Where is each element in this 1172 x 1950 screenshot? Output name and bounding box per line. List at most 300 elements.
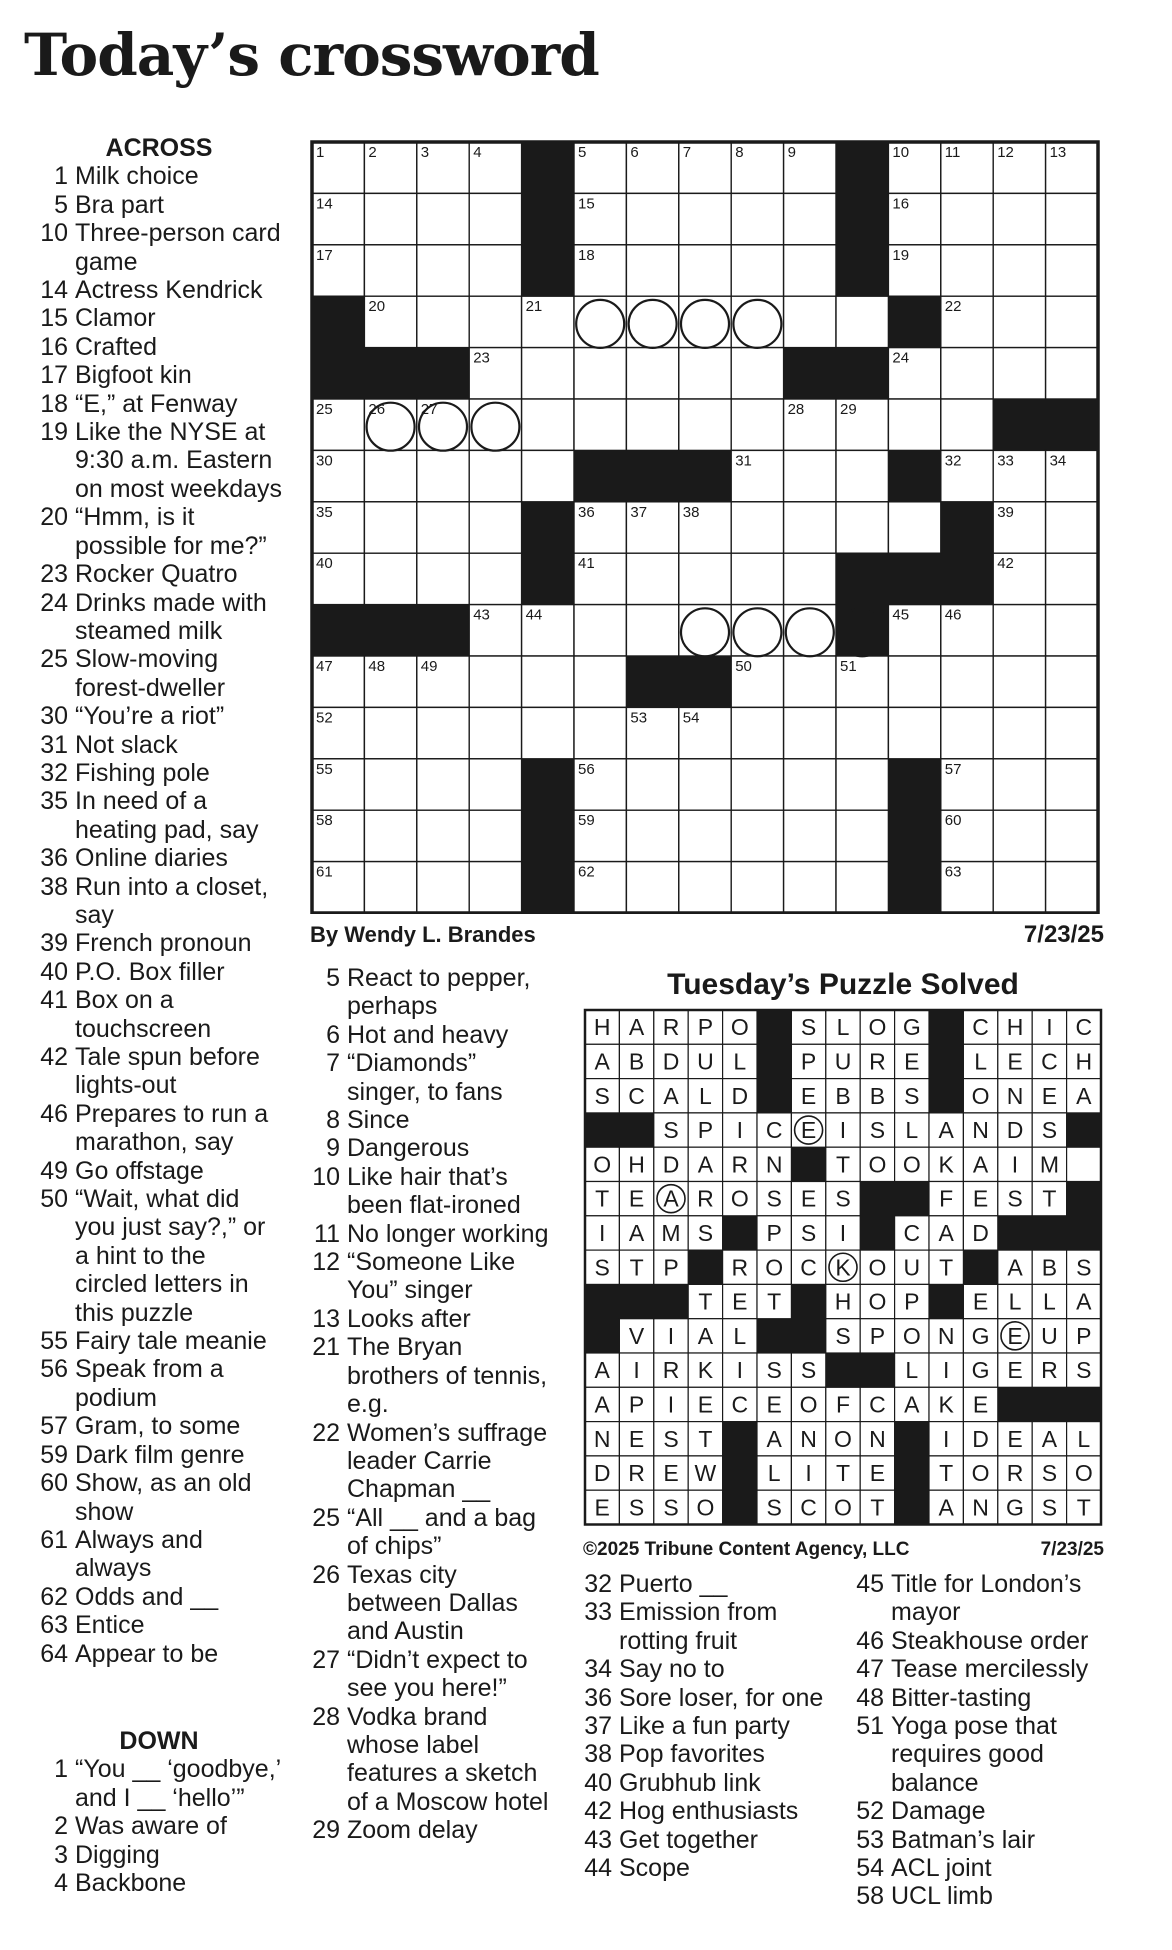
down-clues-column-2 xyxy=(306,964,556,1845)
solved-letter: A xyxy=(594,1048,610,1075)
clue-number: 5 xyxy=(326,964,340,992)
clue-down4-45 xyxy=(850,1570,1120,1627)
solved-letter: U xyxy=(697,1048,714,1075)
grid-cell xyxy=(522,348,574,399)
solved-letter: D xyxy=(1006,1117,1024,1144)
grid-cell xyxy=(993,759,1045,810)
clue-number: 55 xyxy=(40,1327,68,1356)
clue-across-5 xyxy=(34,191,284,219)
grid-cell xyxy=(469,656,521,707)
clue-number: 10 xyxy=(40,219,68,248)
solved-letter: C xyxy=(1075,1014,1093,1041)
black-square xyxy=(364,348,417,400)
solved-letter: I xyxy=(667,1322,675,1349)
cell-number: 36 xyxy=(578,503,595,521)
black-square xyxy=(312,605,365,657)
grid-cell xyxy=(679,553,731,604)
clue-across-24 xyxy=(34,589,284,646)
black-square xyxy=(784,348,837,400)
clue-number: 62 xyxy=(40,1582,68,1611)
grid-cell xyxy=(1046,245,1098,296)
solved-letter: H xyxy=(628,1151,645,1178)
grid-cell xyxy=(888,707,940,758)
clue-text: Backbone xyxy=(75,1869,187,1898)
solved-heading: Tuesday’s Puzzle Solved xyxy=(667,968,1019,1001)
black-square xyxy=(522,862,575,914)
clue-number: 2 xyxy=(54,1812,68,1841)
solved-letter: O xyxy=(834,1494,852,1521)
solved-letter: T xyxy=(835,1151,851,1178)
black-square xyxy=(723,1456,758,1491)
grid-cell xyxy=(364,759,416,810)
black-square xyxy=(585,1113,620,1148)
solved-letter: E xyxy=(594,1494,610,1521)
solved-letter: O xyxy=(868,1254,887,1281)
solved-letter: N xyxy=(593,1425,611,1452)
black-square xyxy=(619,1113,654,1148)
solved-letter: V xyxy=(628,1322,645,1349)
clue-down2-5 xyxy=(306,964,556,1021)
cell-number: 8 xyxy=(735,144,744,161)
solved-letter: N xyxy=(800,1425,817,1452)
solved-letter: E xyxy=(766,1391,782,1418)
clue-text: Go offstage xyxy=(75,1156,204,1185)
solved-letter: P xyxy=(697,1014,714,1041)
clue-text: Rocker Quatro xyxy=(75,560,238,589)
solved-letter: D xyxy=(593,1460,611,1487)
black-square xyxy=(993,399,1046,451)
cell-number: 6 xyxy=(630,144,639,161)
clue-number: 39 xyxy=(40,929,68,958)
cell-number: 13 xyxy=(1049,144,1067,161)
grid-cell xyxy=(469,553,521,604)
cell-number: 4 xyxy=(473,144,482,161)
black-square xyxy=(757,1079,792,1114)
grid-cell xyxy=(626,862,678,913)
clue-across-35 xyxy=(34,787,284,844)
grid-cell xyxy=(731,553,783,604)
clue-text: French pronoun xyxy=(75,929,252,958)
clue-text: Fairy tale meanie xyxy=(75,1327,267,1356)
clue-text: Scope xyxy=(619,1854,690,1883)
solved-letter: E xyxy=(628,1425,645,1452)
solved-letter: E xyxy=(1007,1322,1023,1349)
cell-number: 34 xyxy=(1049,452,1067,470)
black-square xyxy=(574,450,627,502)
grid-cell xyxy=(731,502,783,553)
black-square xyxy=(929,1044,964,1079)
clue-number: 9 xyxy=(326,1134,340,1163)
solved-letter: A xyxy=(766,1425,782,1452)
cell-number: 53 xyxy=(630,709,648,727)
solved-letter: I xyxy=(943,1357,950,1384)
clue-down2-8 xyxy=(306,1106,556,1134)
black-square xyxy=(998,1387,1033,1422)
solved-letter: G xyxy=(971,1322,990,1349)
grid-cell xyxy=(364,862,416,913)
cell-number: 42 xyxy=(997,555,1014,573)
solved-letter: S xyxy=(697,1219,714,1246)
black-square xyxy=(723,1216,758,1251)
solved-letter: C xyxy=(765,1117,783,1144)
clue-text: Like the NYSE at 9:30 a.m. Eastern on most weekdays xyxy=(75,418,283,503)
solved-letter: S xyxy=(800,1219,817,1246)
clue-number: 3 xyxy=(54,1840,68,1869)
cell-number: 33 xyxy=(997,452,1014,470)
clue-across-38 xyxy=(34,873,284,930)
grid-cell xyxy=(626,193,678,244)
solved-letter: T xyxy=(835,1460,851,1487)
cell-number: 39 xyxy=(997,503,1014,521)
solved-letter: R xyxy=(628,1460,645,1487)
solved-letter: L xyxy=(767,1460,781,1487)
cell-number: 58 xyxy=(316,812,333,830)
solved-letter: A xyxy=(697,1151,714,1178)
black-square xyxy=(941,553,994,605)
cell-number: 40 xyxy=(316,555,333,573)
solved-letter: E xyxy=(972,1391,989,1418)
grid-cell xyxy=(731,862,783,913)
clue-number: 5 xyxy=(54,190,68,219)
grid-cell xyxy=(1046,348,1098,399)
solved-letter: G xyxy=(1006,1494,1024,1521)
solved-letter: U xyxy=(834,1048,852,1075)
cell-number: 45 xyxy=(892,606,910,624)
grid-cell xyxy=(784,759,836,810)
clue-number: 38 xyxy=(40,872,68,901)
clue-across-41 xyxy=(34,986,284,1043)
black-square xyxy=(888,810,941,862)
grid-cell xyxy=(574,399,626,450)
grid-cell xyxy=(1046,502,1098,553)
solved-letter: D xyxy=(972,1219,989,1246)
clue-text: “Diamonds” singer, to fans xyxy=(347,1049,503,1106)
solved-letter: S xyxy=(766,1494,782,1521)
grid-cell xyxy=(941,245,993,296)
cell-number: 21 xyxy=(525,298,543,316)
black-square xyxy=(895,1182,930,1217)
clue-across-18 xyxy=(34,390,284,418)
cell-number: 49 xyxy=(420,658,438,675)
black-square xyxy=(757,1319,792,1354)
clue-text: Steakhouse order xyxy=(891,1626,1089,1655)
grid-cell xyxy=(836,759,888,810)
solved-letter: N xyxy=(937,1322,955,1349)
black-square xyxy=(929,1079,964,1114)
clue-down2-6 xyxy=(306,1021,556,1049)
cell-number: 16 xyxy=(892,195,910,213)
solved-letter: N xyxy=(869,1425,886,1452)
grid-cell xyxy=(941,399,993,450)
clue-number: 36 xyxy=(584,1683,612,1712)
cell-number: 46 xyxy=(944,606,962,624)
black-square xyxy=(895,1490,930,1525)
clue-text: Fishing pole xyxy=(75,758,210,787)
solved-letter: O xyxy=(868,1288,887,1315)
grid-cell xyxy=(836,862,888,913)
solved-letter: A xyxy=(697,1322,714,1349)
clue-text: Looks after xyxy=(347,1304,471,1333)
clue-across-60 xyxy=(34,1469,284,1526)
solved-letter: I xyxy=(805,1460,812,1487)
clue-text: Women’s suffrage leader Carrie Chapman __ xyxy=(347,1418,548,1504)
crossword-grid-svg xyxy=(310,140,1104,914)
grid-cell xyxy=(993,707,1045,758)
cell-number: 38 xyxy=(682,503,700,521)
black-square xyxy=(757,1044,792,1079)
clue-text: Appear to be xyxy=(75,1639,219,1668)
black-square xyxy=(1067,1182,1102,1217)
grid-cell xyxy=(626,810,678,861)
black-square xyxy=(626,450,679,502)
clue-text: Milk choice xyxy=(75,162,199,191)
clue-number: 59 xyxy=(40,1440,68,1469)
clue-number: 33 xyxy=(584,1598,612,1627)
solved-letter: R xyxy=(731,1254,749,1281)
clue-number: 18 xyxy=(40,389,68,418)
cell-number: 61 xyxy=(316,863,333,881)
clue-number: 7 xyxy=(326,1049,340,1078)
solved-letter: O xyxy=(902,1151,921,1178)
clue-across-17 xyxy=(34,361,284,389)
clue-text: “Wait, what did you just say?,” or a hint to the circled letters in this puzzle xyxy=(75,1185,266,1327)
solved-letter: S xyxy=(835,1322,851,1349)
cell-number: 11 xyxy=(944,144,961,161)
grid-cell xyxy=(836,296,888,347)
grid-cell xyxy=(626,245,678,296)
grid-cell xyxy=(993,245,1045,296)
cell-number: 32 xyxy=(944,452,962,470)
cell-number: 29 xyxy=(840,401,857,418)
black-square xyxy=(585,1284,620,1319)
solved-letter: S xyxy=(594,1254,610,1281)
solved-letter: A xyxy=(938,1494,954,1521)
clue-down3-37 xyxy=(578,1712,848,1740)
clue-across-64 xyxy=(34,1640,284,1668)
solved-letter: O xyxy=(593,1151,612,1178)
solved-letter: T xyxy=(629,1254,644,1281)
clue-down4-48 xyxy=(850,1684,1120,1712)
clue-down3-32 xyxy=(578,1570,848,1598)
grid-cell xyxy=(731,348,783,399)
clue-across-56 xyxy=(34,1355,284,1412)
black-square xyxy=(312,348,365,400)
black-square xyxy=(417,605,470,657)
clue-text: Hot and heavy xyxy=(347,1020,509,1049)
clue-number: 24 xyxy=(40,588,68,617)
cell-number: 17 xyxy=(316,246,333,264)
grid-cell xyxy=(1046,707,1098,758)
clue-across-32 xyxy=(34,759,284,787)
grid-cell xyxy=(731,759,783,810)
solved-letter: C xyxy=(972,1014,989,1041)
grid-cell xyxy=(679,862,731,913)
clue-across-1 xyxy=(34,162,284,190)
clue-number: 50 xyxy=(40,1185,68,1214)
clue-number: 38 xyxy=(584,1740,612,1769)
clue-text: Box on a touchscreen xyxy=(75,986,212,1043)
clue-number: 32 xyxy=(40,758,68,787)
black-square xyxy=(364,605,417,657)
solved-letter: E xyxy=(972,1288,989,1315)
grid-cell xyxy=(1046,656,1098,707)
clue-number: 42 xyxy=(40,1043,68,1071)
solved-letter: S xyxy=(1076,1254,1092,1281)
down-clues-column-1 xyxy=(34,1727,284,1897)
clue-number: 35 xyxy=(40,787,68,816)
clue-text: The Bryan brothers of tennis, e.g. xyxy=(347,1333,548,1419)
solved-letter: E xyxy=(1007,1425,1023,1452)
clue-down3-43 xyxy=(578,1826,848,1854)
clue-text: “Hmm, is it possible for me?” xyxy=(75,503,267,560)
solved-letter: L xyxy=(1077,1425,1091,1452)
clue-number: 43 xyxy=(584,1825,612,1854)
clue-number: 30 xyxy=(40,702,68,731)
clue-down2-10 xyxy=(306,1163,556,1220)
solved-letter: S xyxy=(1007,1185,1023,1212)
cell-number: 26 xyxy=(368,401,386,418)
clue-number: 28 xyxy=(312,1702,340,1731)
solved-letter: S xyxy=(800,1014,817,1041)
grid-cell xyxy=(993,862,1045,913)
solved-letter: A xyxy=(628,1219,645,1246)
black-square xyxy=(791,1284,826,1319)
grid-cell xyxy=(469,296,521,347)
black-square xyxy=(654,1284,689,1319)
black-square xyxy=(1067,1387,1102,1422)
clue-number: 48 xyxy=(856,1683,884,1712)
solved-letter: E xyxy=(1007,1048,1023,1075)
clue-number: 1 xyxy=(54,162,68,191)
solved-letter: P xyxy=(800,1048,817,1075)
clue-number: 23 xyxy=(40,560,68,589)
clue-text: P.O. Box filler xyxy=(75,957,225,986)
grid-cell xyxy=(1046,862,1098,913)
grid-cell xyxy=(731,399,783,450)
grid-cell xyxy=(731,193,783,244)
clue-text: Sore loser, for one xyxy=(619,1683,824,1712)
black-square xyxy=(836,553,889,605)
solved-letter: R xyxy=(697,1185,714,1212)
solved-letter: S xyxy=(1041,1460,1058,1487)
solved-letter: O xyxy=(799,1391,818,1418)
clue-down3-38 xyxy=(578,1740,848,1768)
clue-text: Entice xyxy=(75,1611,145,1640)
solved-letter: R xyxy=(1041,1357,1058,1384)
black-square xyxy=(417,348,470,400)
clue-text: “Someone Like You” singer xyxy=(347,1248,516,1305)
clue-text: Drinks made with steamed milk xyxy=(75,588,267,645)
grid-cell xyxy=(522,450,574,501)
solved-letter: E xyxy=(800,1185,817,1212)
black-square xyxy=(929,1010,964,1045)
solved-letter: S xyxy=(800,1357,817,1384)
grid-cell xyxy=(364,193,416,244)
cell-number: 18 xyxy=(578,246,595,264)
solved-letter: A xyxy=(938,1219,954,1246)
solved-letter: T xyxy=(1042,1185,1057,1212)
solved-letter: T xyxy=(767,1288,782,1315)
black-square xyxy=(522,193,575,245)
black-square xyxy=(998,1216,1033,1251)
clue-number: 52 xyxy=(856,1797,884,1826)
grid-cell xyxy=(679,245,731,296)
grid-cell xyxy=(522,399,574,450)
grid-cell xyxy=(626,553,678,604)
cell-number: 14 xyxy=(316,195,333,213)
solved-letter: H xyxy=(834,1288,852,1315)
solved-letter: U xyxy=(903,1254,921,1281)
solved-letter: D xyxy=(662,1048,680,1075)
clue-text: “Didn’t expect to see you here!” xyxy=(347,1645,528,1703)
solved-letter: O xyxy=(730,1185,749,1212)
grid-cell xyxy=(784,193,836,244)
grid-cell xyxy=(836,810,888,861)
solved-letter: B xyxy=(628,1048,645,1075)
clue-across-57 xyxy=(34,1412,284,1440)
cell-number: 63 xyxy=(944,863,962,881)
grid-cell xyxy=(574,348,626,399)
across-clues xyxy=(34,134,284,1668)
solved-letter: I xyxy=(599,1219,606,1246)
solved-letter: E xyxy=(732,1288,748,1315)
solved-letter: E xyxy=(628,1185,645,1212)
grid-cell xyxy=(1046,759,1098,810)
clue-number: 46 xyxy=(40,1099,68,1128)
clue-text: Zoom delay xyxy=(347,1816,478,1845)
grid-cell xyxy=(784,810,836,861)
solved-letter: C xyxy=(800,1254,817,1281)
solved-letter: L xyxy=(836,1014,850,1041)
clue-down2-26 xyxy=(306,1561,556,1646)
grid-cell xyxy=(1046,810,1098,861)
solved-letter: K xyxy=(938,1391,954,1418)
solved-letter: S xyxy=(904,1082,920,1109)
clue-text: Batman’s lair xyxy=(891,1825,1036,1854)
grid-cell xyxy=(784,707,836,758)
clue-down4-53 xyxy=(850,1826,1120,1854)
clue-number: 22 xyxy=(312,1418,340,1447)
solved-letter: I xyxy=(1046,1014,1053,1041)
solved-letter: P xyxy=(628,1391,645,1418)
clue-text: Crafted xyxy=(75,332,157,361)
black-square xyxy=(791,1147,826,1182)
solved-letter: O xyxy=(765,1254,784,1281)
grid-cell xyxy=(993,656,1045,707)
solved-letter: S xyxy=(1041,1117,1058,1144)
solved-letter: S xyxy=(766,1357,782,1384)
cell-number: 22 xyxy=(944,298,962,316)
solved-letter: S xyxy=(766,1185,782,1212)
copyright: ©2025 Tribune Content Agency, LLC xyxy=(583,1539,910,1560)
crossword-grid xyxy=(310,140,1104,919)
solved-letter: A xyxy=(972,1151,989,1178)
clue-number: 29 xyxy=(312,1816,340,1845)
clue-across-42 xyxy=(34,1043,284,1100)
black-square xyxy=(929,1284,964,1319)
clue-down1-4 xyxy=(34,1869,284,1897)
cell-number: 12 xyxy=(997,144,1014,161)
black-square xyxy=(836,142,889,194)
solved-letter: G xyxy=(971,1357,990,1384)
solved-letter: P xyxy=(766,1219,782,1246)
clue-number: 56 xyxy=(40,1355,68,1384)
black-square xyxy=(723,1422,758,1457)
cell-number: 35 xyxy=(316,503,333,521)
black-square xyxy=(757,1010,792,1045)
clue-down2-12 xyxy=(306,1248,556,1305)
clue-down3-33 xyxy=(578,1598,848,1655)
